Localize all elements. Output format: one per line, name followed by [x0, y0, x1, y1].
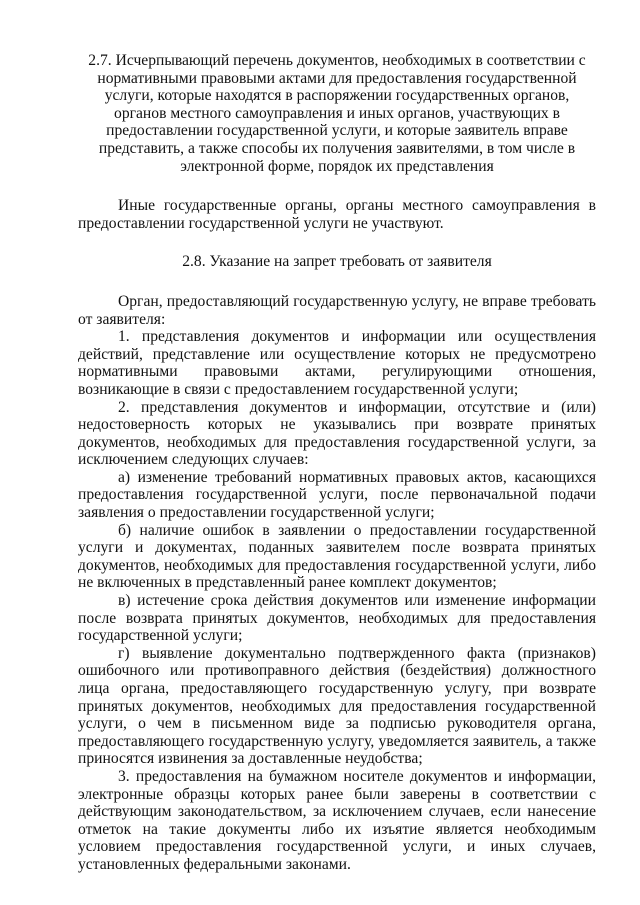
section-2-8-heading: 2.8. Указание на запрет требовать от заявителя — [182, 253, 492, 271]
list-item-3: 3. предоставления на бумажном носителе документов и информации, электронные образцы которых ранее были заверены в соответствии с действующим законодательством, за исключением случаев, если нанесение отметок на такие документы либо их изъятие является необходимым условием предоставления государственной услуги, и иных случаев, установленных федеральными законами. — [78, 767, 596, 873]
list-item-2: 2. представления документов и информации, отсутствие и (или) недостоверность которых не указывались при возврате принятых документов, необходимых для предоставления государственной услуги, за исключением следующих случаев: — [78, 398, 596, 469]
list-item-2v: в) истечение срока действия документов или изменение информации после возврата принятых документов, необходимых для предоставления государственной услуги; — [78, 592, 596, 645]
section-2-7-heading: 2.7. Исчерпывающий перечень документов, необходимых в соответствии с нормативными правовыми актами для предоставления государственной услуги, которые находятся в распоряжении государственных органов, органов местного самоуправления и иных органов, участвующих в предоставлении государственной услуги, и которые заявитель вправе представить, а также способы их получения заявителями, в том числе в электронной форме, порядок их представления — [88, 52, 586, 175]
section-2-8-intro: Орган, предоставляющий государственную услугу, не вправе требовать от заявителя: — [78, 292, 596, 328]
list-item-2g: г) выявление документально подтвержденного факта (признаков) ошибочного или противоправного действия (бездействия) должностного лица органа, предоставляющего государственную услугу, при возврате принятых документов, необходимых для предоставления государственной услуги, о чем в письменном виде за подписью руководителя органа, предоставляющего государственную услугу, уведомляется заявитель, а также приносятся извинения за доставленные неудобства; — [78, 644, 596, 768]
list-item-2a: а) изменение требований нормативных правовых актов, касающихся предоставления государственной услуги, после первоначальной подачи заявления о предоставлении государственной услуги; — [78, 468, 596, 522]
section-2-7-paragraph: Иные государственные органы, органы местного самоуправления в предоставлении государственной услуги не участвуют. — [78, 197, 596, 232]
list-item-2b: б) наличие ошибок в заявлении о предоставлении государственной услуги и документах, поданных заявителем после возврата принятых документов, необходимых для предоставления государственной услуги, либо не включенных в представленный ранее комплект документов; — [78, 521, 596, 592]
list-item-1: 1. представления документов и информации или осуществления действий, представление или осуществление которых не предусмотрено нормативными правовыми актами, регулирующими отношения, возникающие в связи с предоставлением государственной услуги; — [78, 328, 596, 398]
